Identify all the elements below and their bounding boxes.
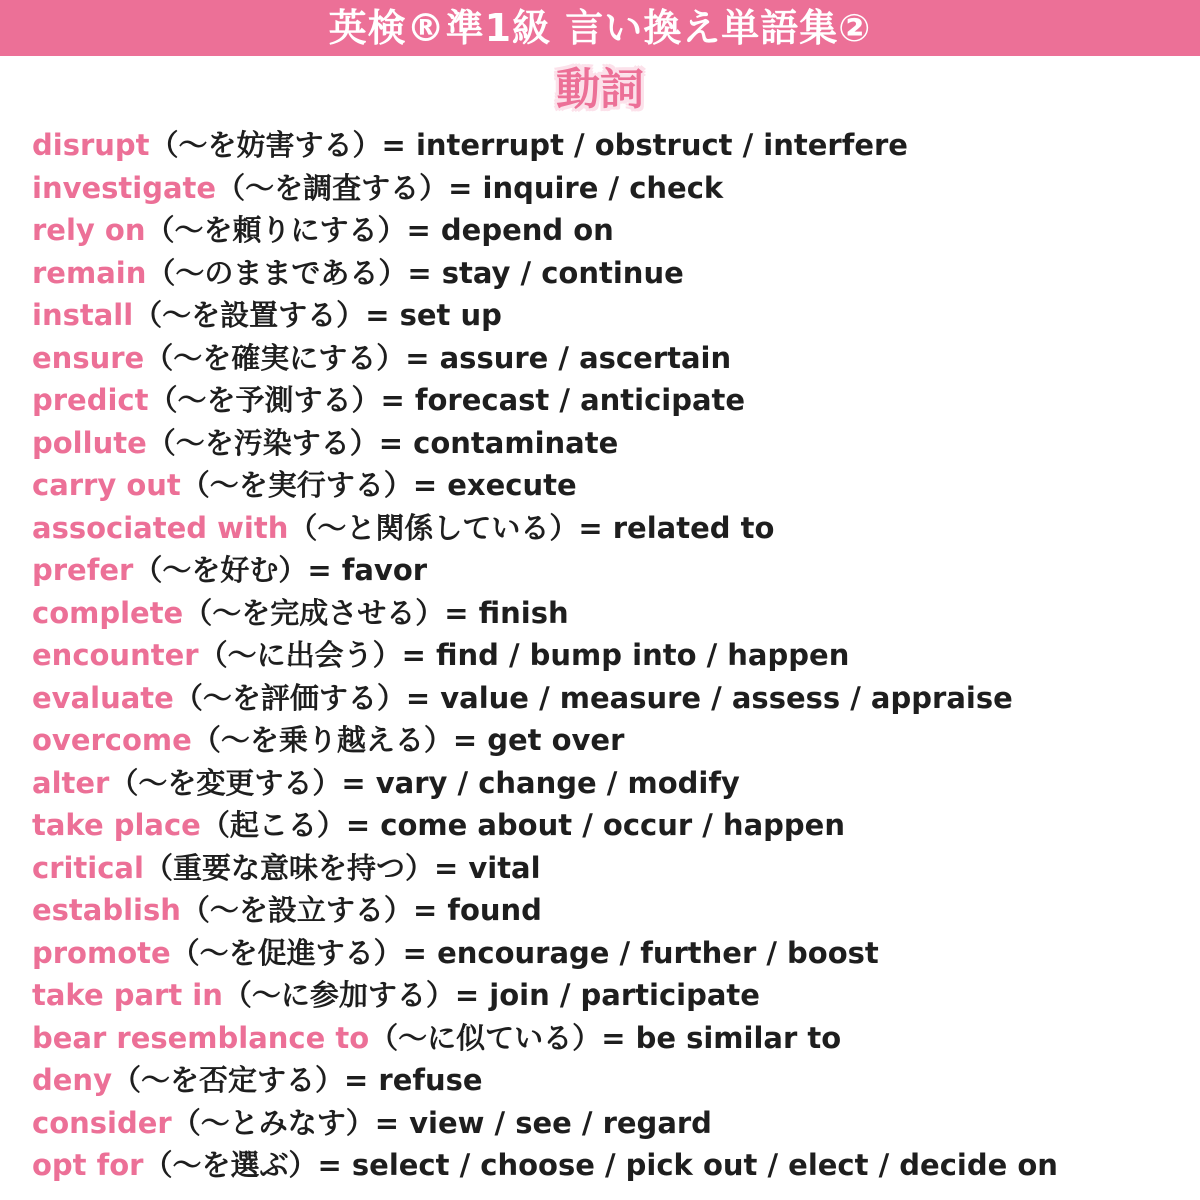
list-item [32,1102,1192,1145]
entry-synonyms: = come about / occur / happen [345,808,845,842]
entry-synonyms: = vital [433,850,541,885]
list-item [32,294,1192,337]
entry-term: install [32,298,134,332]
header-banner [0,0,1200,56]
entry-synonyms: = favor [307,553,428,587]
list-item [32,124,1192,167]
entry-term: establish [32,893,181,927]
list-item [32,422,1192,465]
entry-term: opt for [32,1148,144,1182]
list-item [32,847,1192,890]
entry-synonyms: = encourage / further / boost [402,935,879,970]
list-item [32,167,1192,210]
entry-term: rely on [32,213,146,247]
entry-term: predict [32,383,149,417]
entry-meaning: （重要な意味を持つ） [143,850,434,885]
entry-synonyms: = refuse [344,1063,483,1097]
word-list [32,124,1192,1187]
entry-meaning: （〜を変更する） [109,765,342,800]
list-item [32,209,1192,252]
entry-meaning: （〜を妨害する） [149,128,382,162]
entry-term: alter [32,765,110,800]
entry-synonyms: = value / measure / assess / appraise [405,680,1013,715]
entry-term: investigate [32,170,217,205]
entry-meaning: （〜を予測する） [148,383,381,417]
entry-meaning: （〜を促進する） [170,935,403,970]
entry-meaning: （〜を評価する） [173,680,406,715]
entry-synonyms: = get over [452,723,625,757]
list-item [32,974,1192,1017]
section-subtitle: 動詞 [556,64,644,115]
list-item [32,337,1192,380]
entry-term: prefer [32,553,134,587]
entry-term: encounter [32,638,199,672]
entry-term: ensure [32,340,145,375]
entry-meaning: （〜を実行する） [180,468,413,502]
entry-synonyms: = forecast / anticipate [380,383,746,417]
entry-synonyms: = select / choose / pick out / elect / decide on [317,1148,1058,1182]
list-item [32,549,1192,592]
list-item [32,464,1192,507]
entry-meaning: （〜を汚染する） [146,425,379,460]
entry-synonyms: = inquire / check [448,170,724,205]
entry-term: take part in [32,978,223,1012]
entry-meaning: （〜を確実にする） [144,340,406,375]
entry-synonyms: = stay / continue [407,255,684,290]
entry-synonyms: = contaminate [378,425,619,460]
entry-synonyms: = join / participate [454,978,760,1012]
entry-synonyms: = assure / ascertain [405,340,732,375]
entry-term: remain [32,255,147,290]
entry-meaning: （〜を完成させる） [183,595,445,630]
entry-meaning: （〜を設置する） [133,298,366,332]
entry-meaning: （〜を選ぶ） [143,1148,318,1182]
entry-synonyms: = be similar to [601,1020,842,1055]
entry-meaning: （〜とみなす） [171,1105,375,1140]
entry-term: bear resemblance to [32,1020,370,1055]
list-item [32,507,1192,550]
entry-meaning: （〜を調査する） [216,170,449,205]
entry-term: carry out [32,468,181,502]
entry-synonyms: = found [412,893,542,927]
entry-meaning: （〜と関係している） [288,510,579,545]
entry-term: evaluate [32,680,174,715]
list-item [32,677,1192,720]
list-item [32,1017,1192,1060]
entry-meaning: （〜に似ている） [369,1020,602,1055]
entry-synonyms: = interrupt / obstruct / interfere [381,128,908,162]
entry-term: deny [32,1063,112,1097]
list-item [32,592,1192,635]
entry-synonyms: = set up [365,298,502,332]
entry-meaning: （〜に参加する） [222,978,455,1012]
entry-meaning: （〜を頼りにする） [145,213,407,247]
entry-term: disrupt [32,128,150,162]
entry-meaning: （〜を否定する） [111,1063,344,1097]
entry-synonyms: = find / bump into / happen [401,638,850,672]
entry-meaning: （〜を乗り越える） [191,723,453,757]
entry-synonyms: = execute [412,468,577,502]
list-item [32,889,1192,932]
entry-meaning: （〜を設立する） [180,893,413,927]
list-item [32,1144,1192,1187]
entry-term: consider [32,1105,172,1140]
entry-synonyms: = depend on [406,213,614,247]
entry-meaning: （〜を好む） [133,553,308,587]
entry-term: pollute [32,425,147,460]
entry-term: complete [32,595,184,630]
entry-synonyms: = finish [444,595,569,630]
entry-term: promote [32,935,171,970]
entry-meaning: （〜に出会う） [198,638,402,672]
entry-term: overcome [32,723,192,757]
list-item [32,804,1192,847]
page-title: 英検®準1級 言い換え単語集② [328,6,872,50]
list-item [32,379,1192,422]
entry-meaning: （起こる） [200,808,346,842]
list-item [32,762,1192,805]
entry-synonyms: = vary / change / modify [341,765,740,800]
entry-meaning: （〜のままである） [146,255,408,290]
list-item [32,932,1192,975]
entry-synonyms: = related to [578,510,775,545]
entry-term: critical [32,850,144,885]
list-item [32,634,1192,677]
entry-term: take place [32,808,201,842]
list-item [32,719,1192,762]
list-item [32,1059,1192,1102]
entry-synonyms: = view / see / regard [374,1105,712,1140]
list-item [32,252,1192,295]
entry-term: associated with [32,510,289,545]
